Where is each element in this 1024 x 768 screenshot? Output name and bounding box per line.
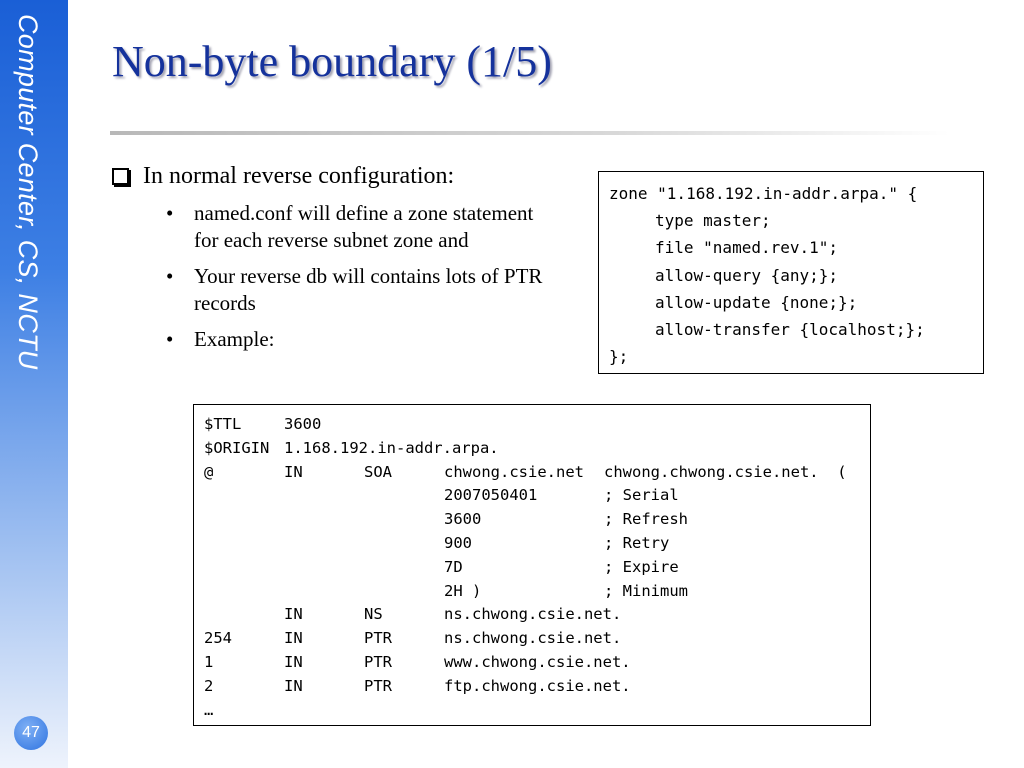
code-line: file "named.rev.1"; <box>655 238 839 258</box>
zone-record-field: ; Retry <box>604 533 670 552</box>
zone-record-field: 3600 <box>444 510 482 529</box>
zone-record-row <box>204 461 860 485</box>
zone-record-field: IN <box>284 605 303 624</box>
zone-record-field: IN <box>284 676 303 695</box>
bullet-dot-icon: • <box>166 327 174 351</box>
code-line: allow-transfer {localhost;}; <box>655 320 925 340</box>
zone-record-field: PTR <box>364 676 392 695</box>
zone-record-field <box>364 532 444 556</box>
main-bullet <box>112 163 454 190</box>
sub-bullet-list <box>160 200 560 362</box>
zone-record-field: 900 <box>444 533 472 552</box>
bullet-dot-icon: • <box>166 264 174 288</box>
sub-bullet-text: named.conf will define a zone statement for each reverse subnet zone and <box>194 201 534 252</box>
bullet-dot-icon: • <box>166 201 174 225</box>
zone-record-row <box>204 484 860 508</box>
zone-record-field <box>284 699 364 723</box>
zone-record-field: ; Serial <box>604 486 679 505</box>
named-conf-code-box <box>598 171 984 374</box>
zone-record-field <box>204 580 284 604</box>
zone-record-field: PTR <box>364 629 392 648</box>
zone-record-field: chwong.chwong.csie.net. ( <box>604 462 847 481</box>
zone-record-row <box>204 675 860 699</box>
zone-record-field <box>204 556 284 580</box>
zone-record-field: chwong.csie.net <box>444 462 584 481</box>
code-line: }; <box>609 347 629 367</box>
zone-record-row <box>204 603 860 627</box>
code-line: zone "1.168.192.in-addr.arpa." { <box>609 184 918 203</box>
zone-record-field <box>284 580 364 604</box>
zone-file-code-box <box>193 404 871 726</box>
zone-record-field <box>284 508 364 532</box>
zone-record-row <box>204 437 860 461</box>
zone-record-field: 2H ) <box>444 581 482 600</box>
zone-record-row <box>204 580 860 604</box>
zone-record-field <box>204 603 284 627</box>
zone-record-field <box>364 508 444 532</box>
zone-record-field <box>364 413 444 437</box>
zone-record-field: 1 <box>204 652 214 671</box>
slide-title: Non-byte boundary (1/5) <box>112 37 552 86</box>
code-line: type master; <box>655 211 771 231</box>
zone-record-row <box>204 627 860 651</box>
zone-record-field: IN <box>284 462 303 481</box>
sidebar-label: Computer Center, CS, NCTU <box>13 14 43 370</box>
zone-record-field: ; Expire <box>604 557 679 576</box>
page-number-badge: 47 <box>14 716 48 750</box>
code-line: allow-query {any;}; <box>655 265 839 285</box>
zone-record-field <box>284 484 364 508</box>
checkbox-bullet-icon <box>112 168 129 185</box>
zone-record-row <box>204 651 860 675</box>
zone-record-field: NS <box>364 605 383 624</box>
zone-record-field: ns.chwong.csie.net. <box>444 629 622 648</box>
zone-record-field <box>364 556 444 580</box>
zone-record-field <box>444 437 604 461</box>
zone-record-field <box>204 532 284 556</box>
main-bullet-text: In normal reverse configuration: <box>143 163 455 189</box>
zone-record-field: 7D <box>444 557 463 576</box>
zone-record-field <box>204 508 284 532</box>
zone-record-row <box>204 556 860 580</box>
sub-bullet-item <box>160 326 560 353</box>
zone-record-row <box>204 699 860 723</box>
zone-record-field <box>364 437 444 461</box>
sub-bullet-item <box>160 263 560 317</box>
zone-record-field: 254 <box>204 629 232 648</box>
zone-record-field <box>204 484 284 508</box>
zone-record-row <box>204 532 860 556</box>
zone-record-field: @ <box>204 462 214 481</box>
title-divider <box>110 131 950 135</box>
zone-record-row <box>204 508 860 532</box>
sub-bullet-text: Example: <box>194 327 275 351</box>
zone-record-field: … <box>204 700 214 719</box>
sub-bullet-item <box>160 200 560 254</box>
zone-record-field: www.chwong.csie.net. <box>444 652 631 671</box>
sidebar <box>0 0 68 768</box>
zone-record-field: ftp.chwong.csie.net. <box>444 676 631 695</box>
zone-record-field: SOA <box>364 462 392 481</box>
zone-record-field: $TTL <box>204 415 242 433</box>
zone-record-row <box>204 413 860 437</box>
zone-record-field <box>284 556 364 580</box>
zone-record-field: IN <box>284 629 303 648</box>
code-line: allow-update {none;}; <box>655 292 858 312</box>
zone-record-field <box>444 699 604 723</box>
zone-record-field <box>444 413 604 437</box>
zone-record-field: 2007050401 <box>444 486 538 505</box>
zone-record-field <box>284 532 364 556</box>
zone-record-field: ; Refresh <box>604 510 688 529</box>
zone-record-field <box>364 484 444 508</box>
zone-record-field: PTR <box>364 652 392 671</box>
zone-record-field: 1.168.192.in-addr.arpa. <box>284 438 499 457</box>
sub-bullet-text: Your reverse db will contains lots of PTR records <box>194 264 543 315</box>
zone-record-field: IN <box>284 652 303 671</box>
zone-record-field: 3600 <box>284 415 322 433</box>
zone-record-field: $ORIGIN <box>204 438 270 457</box>
zone-record-field <box>364 580 444 604</box>
zone-record-field: ns.chwong.csie.net. <box>444 605 622 624</box>
zone-record-field: 2 <box>204 676 214 695</box>
zone-record-field <box>364 699 444 723</box>
zone-record-field: ; Minimum <box>604 581 688 600</box>
